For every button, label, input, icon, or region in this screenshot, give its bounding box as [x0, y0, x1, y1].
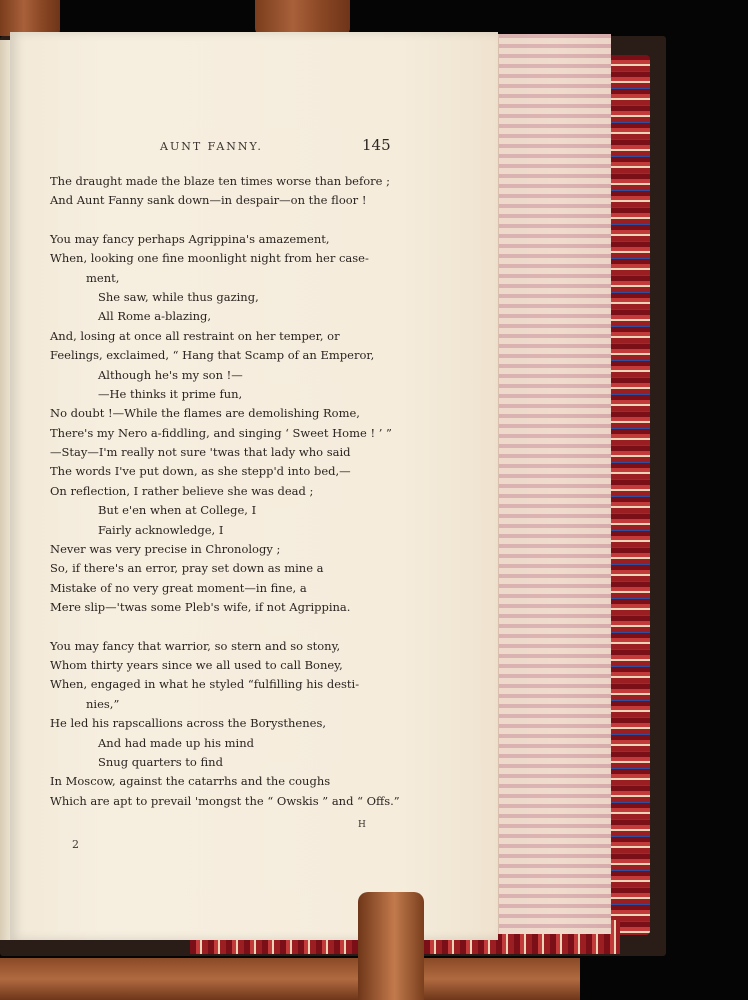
stand-base	[0, 958, 580, 1000]
book-page	[10, 32, 498, 940]
stand-top-left	[0, 0, 60, 36]
poem-line: Snug quarters to find	[98, 754, 223, 769]
poem-line: But e'en when at College, I	[98, 503, 257, 518]
poem-line: You may fancy perhaps Agrippina's amazement,	[50, 231, 330, 246]
stand-top-center	[255, 0, 350, 36]
poem-line: And, losing at once all restraint on her temper, or	[50, 328, 340, 343]
poem-line: Although he's my son !—	[98, 367, 243, 382]
poem-line: In Moscow, against the catarrhs and the coughs	[50, 774, 331, 789]
poem-line: Feelings, exclaimed, “ Hang that Scamp of an Emperor,	[50, 348, 375, 363]
poem-line: —He thinks it prime fun,	[98, 386, 243, 401]
stanza-break	[50, 618, 390, 637]
running-head: AUNT FANNY.	[160, 140, 263, 153]
poem-line: There's my Nero a-fiddling, and singing ‘ Sweet Home ! ’ ”	[50, 425, 392, 440]
poem-line: —Stay—I'm really not sure 'twas that lady who said	[50, 445, 351, 460]
poem-line: Mistake of no very great moment—in fine, a	[50, 580, 307, 595]
poem-line: Never was very precise in Chronology ;	[50, 542, 281, 557]
poem-line: And Aunt Fanny sank down—in despair—on the floor !	[50, 193, 367, 208]
poem-line: So, if there's an error, pray set down as mine a	[50, 561, 324, 576]
stanza-break	[50, 211, 390, 230]
poem-line: All Rome a-blazing,	[98, 309, 212, 324]
poem-line: When, engaged in what he styled “fulfilling his desti-	[50, 677, 360, 692]
poem-line: Which are apt to prevail 'mongst the “ Owskis ” and “ Offs.”	[50, 793, 400, 808]
poem-text	[50, 172, 400, 811]
poem-line: When, looking one fine moonlight night from her case-	[50, 251, 369, 266]
page-number: 145	[362, 136, 391, 154]
poem-line: And had made up his mind	[98, 735, 255, 750]
signature-mark: 2	[72, 838, 79, 851]
poem-line: On reflection, I rather believe she was dead ;	[50, 483, 314, 498]
marbled-fore-edge	[498, 34, 611, 934]
poem-line: You may fancy that warrior, so stern and so stony,	[50, 638, 341, 653]
poem-line: nies,”	[86, 696, 120, 711]
poem-line: She saw, while thus gazing,	[98, 289, 259, 304]
poem-line: ment,	[86, 270, 120, 285]
poem-line: Mere slip—'twas some Pleb's wife, if not Agrippina.	[50, 600, 351, 615]
poem-line: Fairly acknowledge, I	[98, 522, 224, 537]
poem-line: Whom thirty years since we all used to call Boney,	[50, 657, 343, 672]
poem-line: He led his rapscallions across the Borysthenes,	[50, 716, 327, 731]
catchword-mark: H	[358, 820, 366, 830]
page-clip	[358, 892, 424, 1000]
poem-line: The draught made the blaze ten times worse than before ;	[50, 174, 391, 188]
poem-line: No doubt !—While the flames are demolishing Rome,	[50, 406, 360, 421]
poem-line: The words I've put down, as she stepp'd into bed,—	[50, 464, 351, 479]
